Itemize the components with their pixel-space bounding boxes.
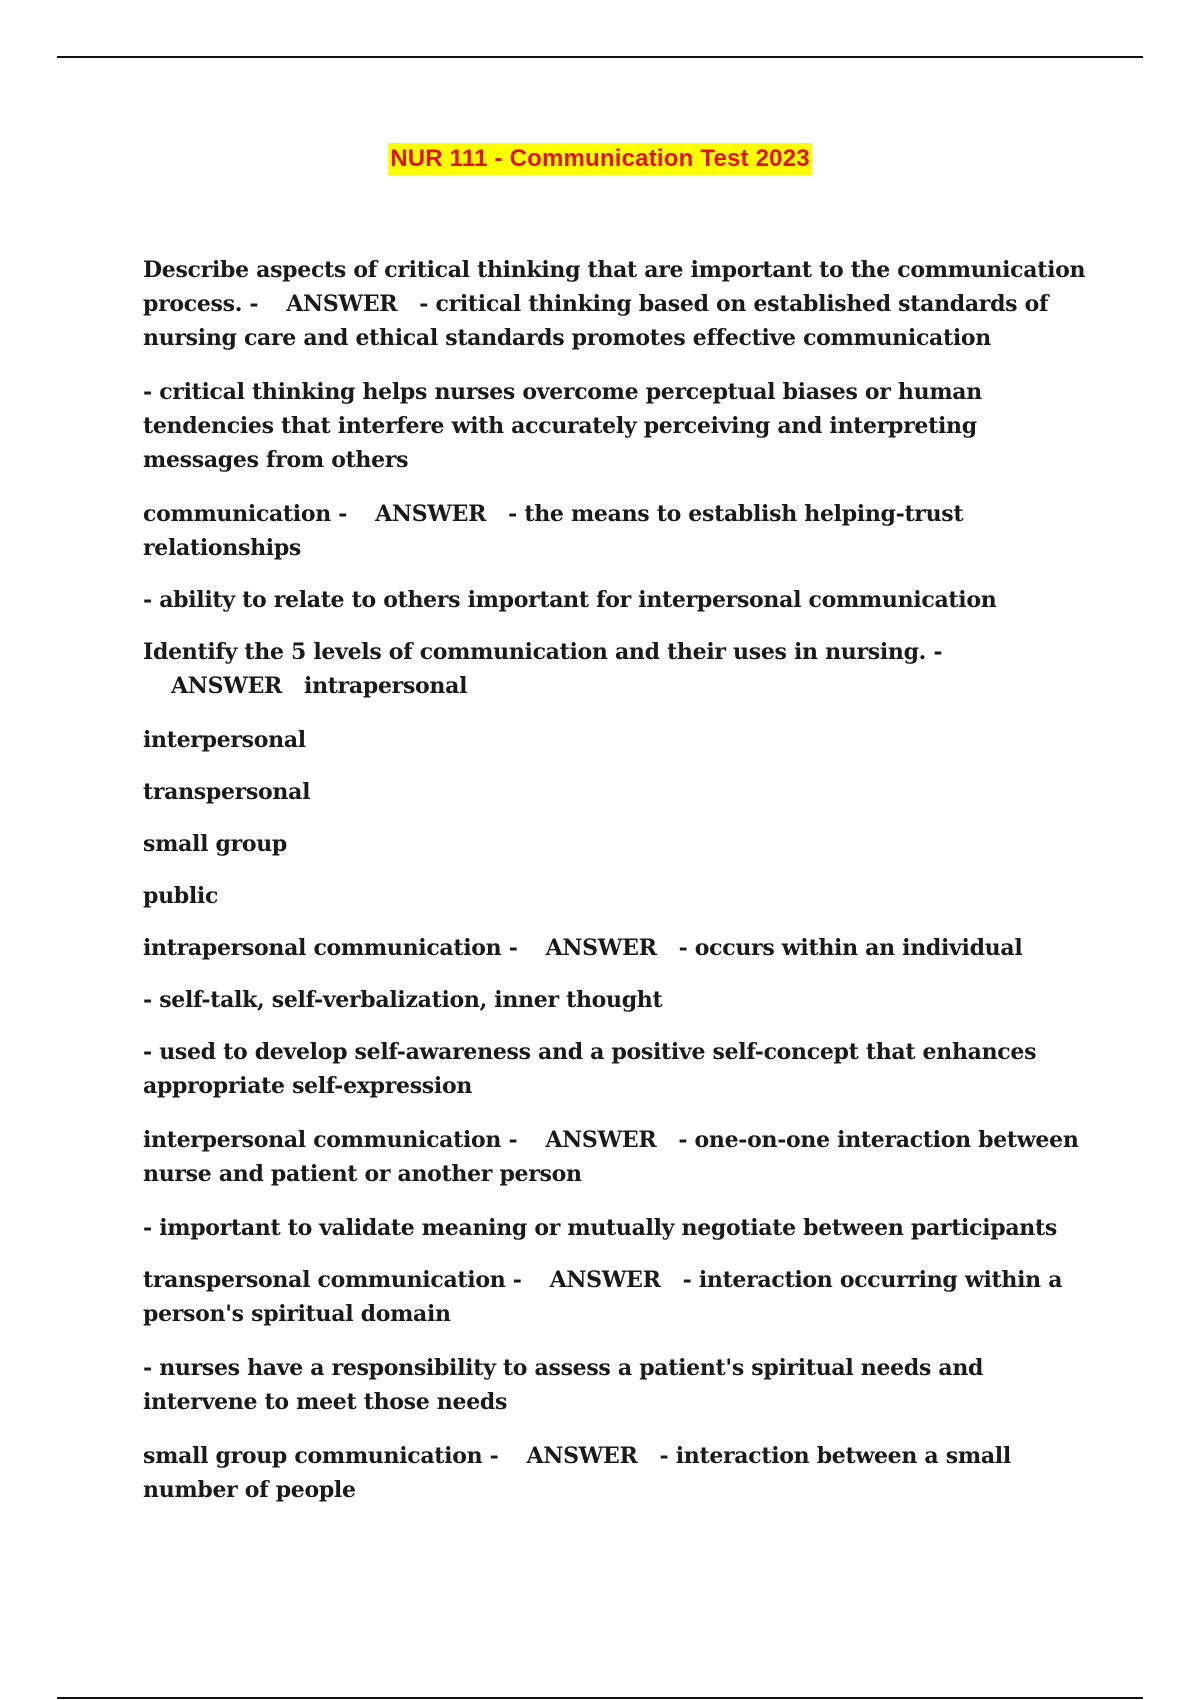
- entry-6: [143, 723, 1093, 757]
- bottom-rule: [57, 1697, 1143, 1699]
- answer: - critical thinking based on established standards of nursing care and ethical standards promotes effective communication: [143, 291, 1049, 351]
- answer-label: ANSWER: [375, 501, 487, 527]
- note: - important to validate meaning or mutually negotiate between participants: [143, 1215, 1057, 1241]
- note: - self-talk, self-verbalization, inner thought: [143, 987, 663, 1013]
- entry-5: [143, 635, 1093, 703]
- answer-label: ANSWER: [171, 673, 283, 699]
- entry-12: [143, 1035, 1093, 1103]
- question: intrapersonal communication -: [143, 935, 518, 961]
- answer: - one-on-one interaction between nurse and patient or another person: [143, 1127, 1079, 1187]
- answer: intrapersonal: [304, 673, 468, 699]
- entry-16: [143, 1351, 1093, 1419]
- entry-17: [143, 1439, 1093, 1507]
- answer-label: ANSWER: [545, 935, 657, 961]
- list-item: interpersonal: [143, 727, 306, 753]
- question: communication -: [143, 501, 348, 527]
- entry-15: [143, 1263, 1093, 1331]
- document-title: NUR 111 - Communication Test 2023: [388, 143, 812, 175]
- answer-label: ANSWER: [526, 1443, 638, 1469]
- entry-4: [143, 583, 1093, 617]
- answer: - occurs within an individual: [678, 935, 1023, 961]
- entry-7: [143, 775, 1093, 809]
- question: small group communication -: [143, 1443, 499, 1469]
- entry-13: [143, 1123, 1093, 1191]
- question: transpersonal communication -: [143, 1267, 522, 1293]
- answer-label: ANSWER: [549, 1267, 661, 1293]
- note: - ability to relate to others important for interpersonal communication: [143, 587, 997, 613]
- entry-14: [143, 1211, 1093, 1245]
- answer-label: ANSWER: [545, 1127, 657, 1153]
- question: Describe aspects of critical thinking that are important to the communication process. -: [143, 257, 1086, 317]
- entry-2: [143, 375, 1093, 477]
- title-container: [0, 143, 1200, 175]
- list-item: small group: [143, 831, 288, 857]
- answer-label: ANSWER: [286, 291, 398, 317]
- entry-3: [143, 497, 1093, 565]
- list-item: public: [143, 883, 219, 909]
- question: interpersonal communication -: [143, 1127, 518, 1153]
- question: Identify the 5 levels of communication and their uses in nursing. -: [143, 639, 943, 665]
- answer: - interaction occurring within a person's spiritual domain: [143, 1267, 1063, 1327]
- answer: - the means to establish helping-trust relationships: [143, 501, 964, 561]
- entry-11: [143, 983, 1093, 1017]
- list-item: transpersonal: [143, 779, 311, 805]
- entry-9: [143, 879, 1093, 913]
- entry-8: [143, 827, 1093, 861]
- note: - used to develop self-awareness and a positive self-concept that enhances appropriate self-expression: [143, 1039, 1037, 1099]
- note: - nurses have a responsibility to assess a patient's spiritual needs and intervene to meet those needs: [143, 1355, 984, 1415]
- top-rule: [57, 56, 1143, 58]
- entry-1: [143, 253, 1093, 355]
- answer: - interaction between a small number of people: [143, 1443, 1011, 1503]
- note: - critical thinking helps nurses overcome perceptual biases or human tendencies that interfere with accurately perceiving and interpreting messages from others: [143, 379, 982, 473]
- entry-10: [143, 931, 1093, 965]
- document-body: [143, 253, 1093, 1527]
